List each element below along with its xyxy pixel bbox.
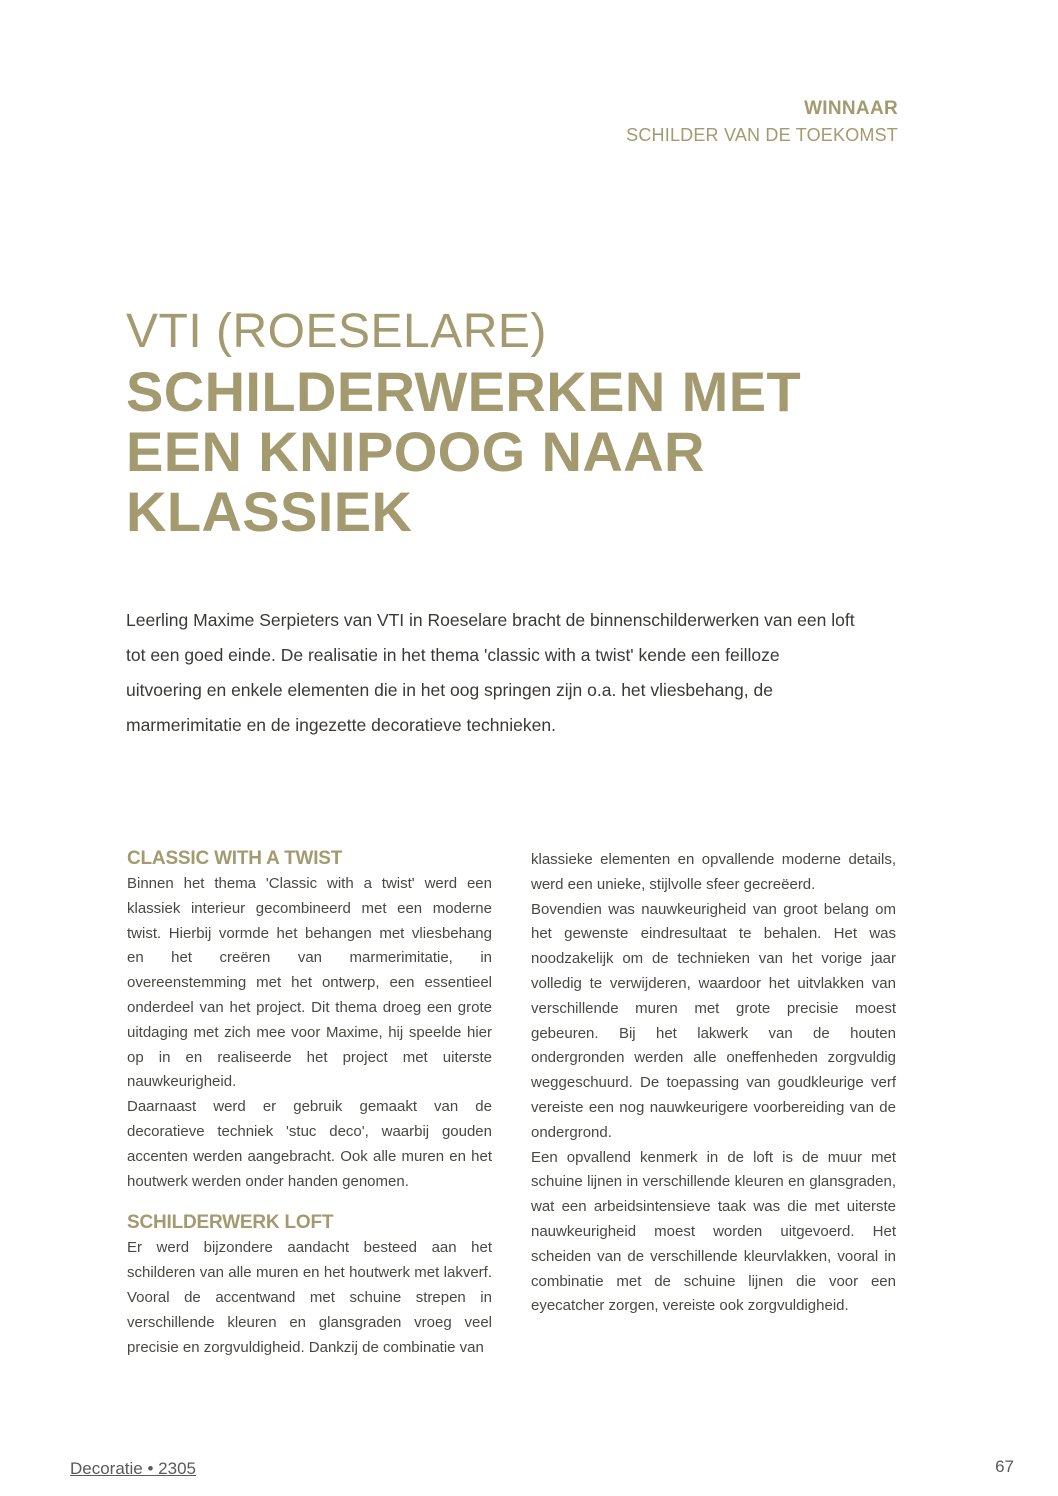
headline-line-3: KLASSIEK [126, 480, 413, 543]
publication-link[interactable]: Decoratie • 2305 [70, 1459, 196, 1478]
section-heading-loft: SCHILDERWERK LOFT [127, 1212, 334, 1234]
section-tag [626, 96, 898, 148]
school-name: VTI (ROESELARE) [126, 305, 547, 358]
left-column [127, 846, 492, 1360]
body-paragraph: Binnen het thema 'Classic with a twist' werd een klassiek interieur gecombineerd met een moderne twist. Hierbij vormde het behangen met vliesbehang en het creëren van marmerimitatie, in overeenstemming met het ontwerp, een essentieel onderdeel van het project. Dit thema droeg een grote uitdaging met zich mee voor Maxime, hij speelde hier op in en realiseerde het project met uiterste nauwkeurigheid. [127, 875, 492, 1091]
body-paragraph: Bovendien was nauwkeurigheid van groot belang om het gewenste eindresultaat te behalen. Het was noodzakelijk om de technieken van het vorige jaar volledig te verwijderen, waardoor het uitvlakken van verschillende muren met grote precisie moest gebeuren. Bij het lakwerk van de houten ondergronden werden alle oneffenheden zorgvuldig weggeschuurd. De toepassing van goudkleurige verf vereiste een nog nauwkeurigere voorbereiding van de ondergrond. [531, 900, 896, 1141]
body-paragraph: Er werd bijzondere aandacht besteed aan het schilderen van alle muren en het houtwerk met lakverf. Vooral de accentwand met schuine strepen in verschillende kleuren en glansgraden vroeg veel precisie en zorgvuldigheid. Dankzij de combinatie van [127, 1239, 492, 1356]
page-number: 67 [995, 1457, 1014, 1476]
intro-paragraph: Leerling Maxime Serpieters van VTI in Roeselare bracht de binnenschilderwerken van een loft tot een goed einde. De realisatie in het thema 'classic with a twist' kende een feilloze uitvoering en enkele elementen die in het oog springen zijn o.a. het vliesbehang, de marmerimitatie en de ingezette decoratieve technieken. [126, 610, 855, 735]
body-paragraph: Een opvallend kenmerk in de loft is de muur met schuine lijnen in verschillende kleuren en glansgraden, wat een arbeidsintensieve taak was die met uiterste nauwkeurigheid moest worden uitgevoerd. Het scheiden van de verschillende kleurvlakken, vooral in combinatie met de schuine lijnen die voor een eyecatcher zorgen, vereiste ook zorgvuldigheid. [531, 1148, 896, 1315]
award-subtitle: SCHILDER VAN DE TOEKOMST [626, 125, 898, 145]
headline-line-1: SCHILDERWERKEN MET [126, 360, 802, 423]
article-title [126, 302, 886, 542]
headline-line-2: EEN KNIPOOG NAAR [126, 420, 705, 483]
body-paragraph: Daarnaast werd er gebruik gemaakt van de decoratieve techniek 'stuc deco', waarbij gouden accenten werden aangebracht. Ook alle muren en het houtwerk werden onder handen genomen. [127, 1098, 492, 1190]
right-column [531, 848, 896, 1319]
body-paragraph: klassieke elementen en opvallende moderne details, werd een unieke, stijlvolle sfeer gecreëerd. [531, 851, 896, 893]
section-heading-classic: CLASSIC WITH A TWIST [127, 848, 343, 869]
winner-label: WINNAAR [804, 98, 898, 119]
